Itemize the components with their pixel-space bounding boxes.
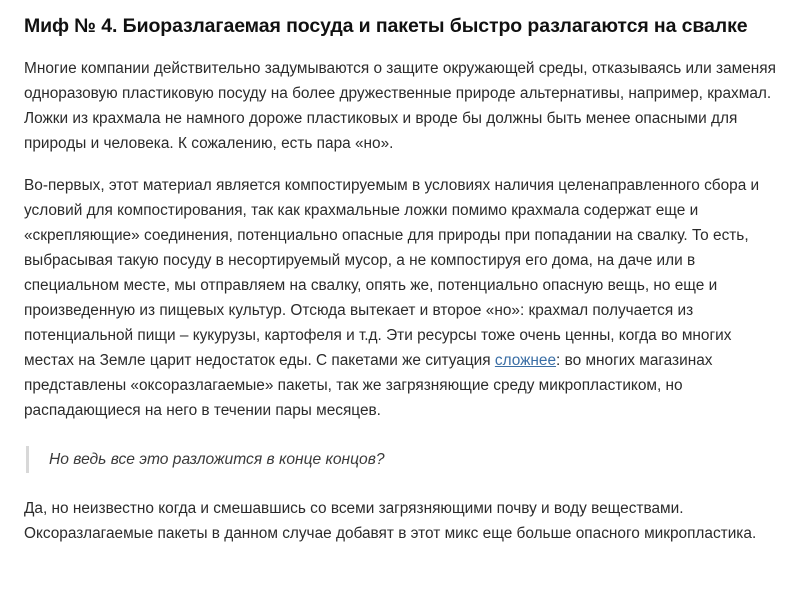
blockquote-text: Но ведь все это разложится в конце концов? bbox=[49, 450, 385, 468]
blockquote bbox=[26, 446, 782, 473]
paragraph-3: Да, но неизвестно когда и смешавшись со всеми загрязняющими почву и воду веществами. Оксоразлагаемые пакеты в данном случае добавят в этот микс еще больше опасного микропластика. bbox=[24, 500, 757, 543]
page-title: Миф № 4. Биоразлагаемая посуда и пакеты быстро разлагаются на свалке bbox=[24, 15, 748, 37]
inline-link-slozhnee[interactable]: сложнее bbox=[494, 351, 557, 369]
paragraph-2-text-before-link: Во-первых, этот материал является компостируемым в условиях наличия целенаправленного сбора и условий для компостирования, так как крахмальные ложки помимо крахмала содержат еще и «скрепляющие» соединения, потенциально опасные для природы при попадании на свалку. То есть, выбрасывая такую посуду в несортируемый мусор, а не компостируя его дома, на даче или в специальном месте, мы отправляем на свалку, опять же, потенциально опасную вещь, но еще и произведенную из пищевых культур. Отсюда вытекает и второе «но»: крахмал получается из потенциальной пищи – кукурузы, картофеля и т.д. Эти ресурсы тоже очень ценны, когда во многих местах на Земле царит недостаток еды. С пакетами же ситуация bbox=[24, 177, 760, 369]
paragraph-2 bbox=[24, 174, 782, 424]
paragraph-1: Многие компании действительно задумываются о защите окружающей среды, отказываясь или заменяя одноразовую пластиковую посуду на более дружественные природе альтернативы, например, крахмал. Ложки из крахмала не намного дороже пластиковых и вроде бы должны быть менее опасными для природы и человека. К сожалению, есть пара «но». bbox=[24, 60, 776, 153]
paragraph-2-text-after-link: : во многих магазинах представлены «оксоразлагаемые» пакеты, так же загрязняющие среду микропластиком, но распадающиеся на него в течении пары месяцев. bbox=[24, 351, 713, 419]
